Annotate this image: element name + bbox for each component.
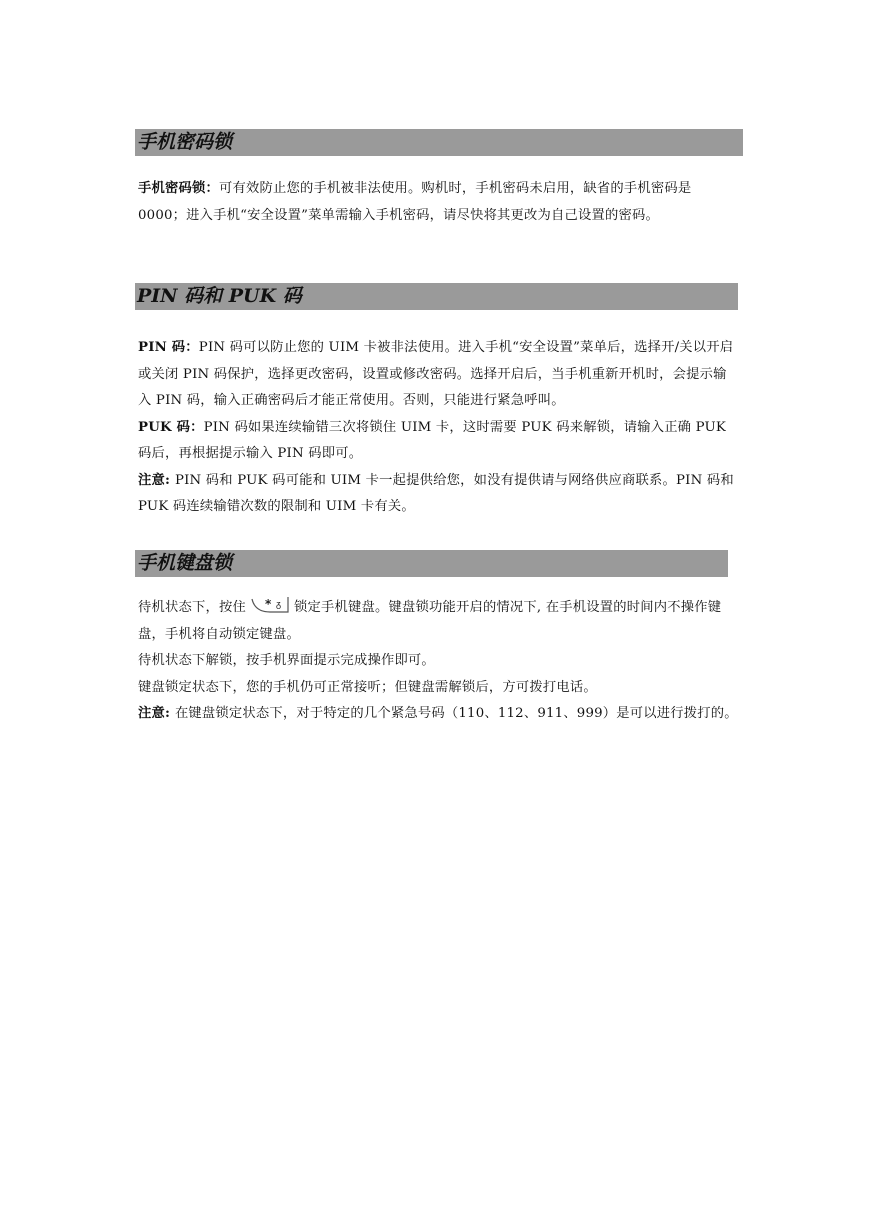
paragraph-text: 在键盘锁定状态下，对于特定的几个紧急号码（110、112、911、999）是可以进行拨打的。: [174, 706, 738, 721]
paragraph-text: PIN 码和 PUK 码可能和 UIM 卡一起提供给您，如没有提供请与网络供应商联系。PIN 码和 PUK 码连续输错次数的限制和 UIM 卡有关。: [138, 472, 734, 514]
paragraph-lead: PIN 码：: [138, 340, 199, 355]
paragraph: [138, 335, 738, 415]
svg-text:*: *: [264, 597, 272, 611]
paragraph-lead: PUK 码：: [138, 419, 204, 435]
paragraph-text: 可有效防止您的手机被非法使用。购机时，手机密码未启用，缺省的手机密码是 0000；进入手机“安全设置”菜单需输入手机密码，请尽快将其更改为自己设置的密码。: [138, 181, 692, 223]
paragraph: [138, 675, 738, 702]
section-heading-keypad-lock: 手机键盘锁: [135, 550, 728, 577]
section-heading-pin-puk: PIN 码和 PUK 码: [135, 283, 738, 310]
section-heading-password-lock: 手机密码锁: [135, 129, 743, 156]
star-key-icon: [250, 595, 290, 615]
paragraph-text: 锁定手机键盘。键盘锁功能开启的情况下, 在手机设置的时间内不操作键盘，手机将自动锁定键盘。: [138, 600, 722, 642]
paragraph: [138, 595, 738, 648]
paragraph: [138, 468, 738, 521]
paragraph: [138, 415, 738, 468]
svg-text:ᵹ: ᵹ: [275, 600, 282, 610]
section-body-password-lock: [138, 176, 738, 229]
paragraph-text: PIN 码如果连续输错三次将锁住 UIM 卡，这时需要 PUK 码来解锁，请输入正确 PUK 码后，再根据提示输入 PIN 码即可。: [138, 419, 727, 461]
section-body-pin-puk: [138, 335, 738, 521]
paragraph-lead: 注意:: [138, 472, 175, 488]
section-body-keypad-lock: [138, 595, 738, 728]
paragraph: [138, 648, 738, 675]
paragraph: [138, 176, 738, 229]
paragraph-lead: 注意:: [138, 706, 175, 721]
paragraph-text: 待机状态下解锁，按手机界面提示完成操作即可。: [138, 653, 435, 668]
paragraph-text: PIN 码可以防止您的 UIM 卡被非法使用。进入手机“安全设置”菜单后，选择开/关以开启或关闭 PIN 码保护，选择更改密码，设置或修改密码。选择开启后，当手机重新开机时，会提示输入 PIN 码，输入正确密码后才能正常使用。否则，只能进行紧急呼叫。: [138, 340, 734, 408]
paragraph-text: 键盘锁定状态下，您的手机仍可正常接听；但键盘需解锁后，方可拨打电话。: [138, 679, 597, 695]
paragraph: [138, 701, 738, 728]
paragraph-lead: 手机密码锁：: [138, 181, 219, 196]
paragraph-text: 待机状态下，按住: [138, 600, 246, 615]
